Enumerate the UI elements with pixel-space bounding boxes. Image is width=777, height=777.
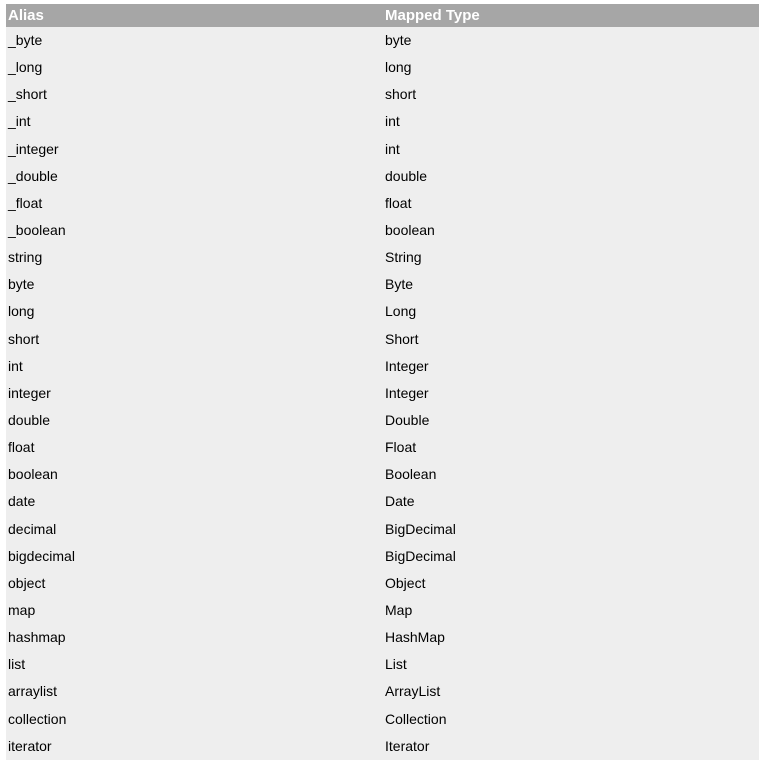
alias-cell: _float	[8, 194, 43, 211]
mapped-type-cell: Boolean	[385, 466, 437, 483]
mapped-type-cell: Double	[385, 412, 430, 429]
table-row	[6, 516, 759, 543]
table-row	[6, 190, 759, 217]
table-row	[6, 81, 759, 108]
mapped-type-cell: float	[385, 194, 412, 211]
mapped-type-cell: long	[385, 59, 412, 76]
mapped-type-cell: Map	[385, 602, 413, 619]
alias-cell: boolean	[8, 466, 58, 483]
mapped-type-cell: boolean	[385, 222, 435, 239]
mapped-type-cell: Collection	[385, 710, 447, 727]
alias-cell: float	[8, 439, 35, 456]
alias-cell: _integer	[8, 140, 59, 157]
mapped-type-cell: List	[385, 656, 407, 673]
alias-mapping-table	[6, 4, 759, 760]
mapped-type-cell: Float	[385, 439, 417, 456]
alias-cell: map	[8, 602, 36, 619]
mapped-type-cell: Object	[385, 574, 426, 591]
alias-cell: _boolean	[8, 222, 66, 239]
table-row	[6, 651, 759, 678]
mapped-type-cell: BigDecimal	[385, 520, 456, 537]
alias-cell: _double	[8, 167, 58, 184]
alias-cell: decimal	[8, 520, 57, 537]
mapped-type-cell: int	[385, 140, 400, 157]
mapped-type-cell: String	[385, 249, 422, 266]
table-header	[6, 4, 759, 27]
table-row	[6, 570, 759, 597]
mapped-type-cell: Long	[385, 303, 417, 320]
header-alias: Alias	[6, 4, 383, 27]
alias-mapping-table-container	[6, 4, 759, 760]
table-row	[6, 326, 759, 353]
table-row	[6, 407, 759, 434]
table-row	[6, 461, 759, 488]
table-row	[6, 434, 759, 461]
table-row	[6, 163, 759, 190]
alias-cell: date	[8, 493, 36, 510]
table-row	[6, 488, 759, 515]
alias-cell: _long	[8, 59, 43, 76]
table-row	[6, 244, 759, 271]
header-mapped-type: Mapped Type	[383, 4, 759, 27]
table-row	[6, 298, 759, 325]
alias-cell: arraylist	[8, 683, 58, 700]
table-row	[6, 27, 759, 54]
table-row	[6, 733, 759, 760]
alias-cell: string	[8, 249, 43, 266]
mapped-type-cell: Byte	[385, 276, 414, 293]
alias-cell: byte	[8, 276, 35, 293]
alias-cell: int	[8, 357, 23, 374]
alias-cell: _short	[8, 86, 47, 103]
mapped-type-cell: int	[385, 113, 400, 130]
alias-cell: list	[8, 656, 26, 673]
table-row	[6, 108, 759, 135]
mapped-type-cell: Short	[385, 330, 419, 347]
table-row	[6, 54, 759, 81]
table-row	[6, 706, 759, 733]
mapped-type-cell: Date	[385, 493, 415, 510]
mapped-type-cell: double	[385, 167, 428, 184]
mapped-type-cell: ArrayList	[385, 683, 441, 700]
mapped-type-cell: Integer	[385, 357, 429, 374]
table-body	[6, 27, 759, 760]
alias-cell: integer	[8, 384, 51, 401]
alias-cell: iterator	[8, 737, 52, 754]
table-row	[6, 678, 759, 705]
mapped-type-cell: Integer	[385, 384, 429, 401]
table-row	[6, 353, 759, 380]
table-row	[6, 271, 759, 298]
mapped-type-cell: HashMap	[385, 629, 445, 646]
mapped-type-cell: BigDecimal	[385, 547, 456, 564]
alias-cell: bigdecimal	[8, 547, 75, 564]
table-row	[6, 380, 759, 407]
alias-cell: long	[8, 303, 35, 320]
mapped-type-cell: short	[385, 86, 417, 103]
table-row	[6, 543, 759, 570]
mapped-type-cell: byte	[385, 32, 412, 49]
alias-cell: collection	[8, 710, 67, 727]
table-row	[6, 624, 759, 651]
alias-cell: _int	[8, 113, 31, 130]
table-row	[6, 597, 759, 624]
alias-cell: hashmap	[8, 629, 66, 646]
alias-cell: object	[8, 574, 46, 591]
alias-cell: short	[8, 330, 40, 347]
table-row	[6, 217, 759, 244]
mapped-type-cell: Iterator	[385, 737, 430, 754]
alias-cell: double	[8, 412, 51, 429]
table-row	[6, 136, 759, 163]
alias-cell: _byte	[8, 32, 43, 49]
header-row	[6, 4, 759, 27]
